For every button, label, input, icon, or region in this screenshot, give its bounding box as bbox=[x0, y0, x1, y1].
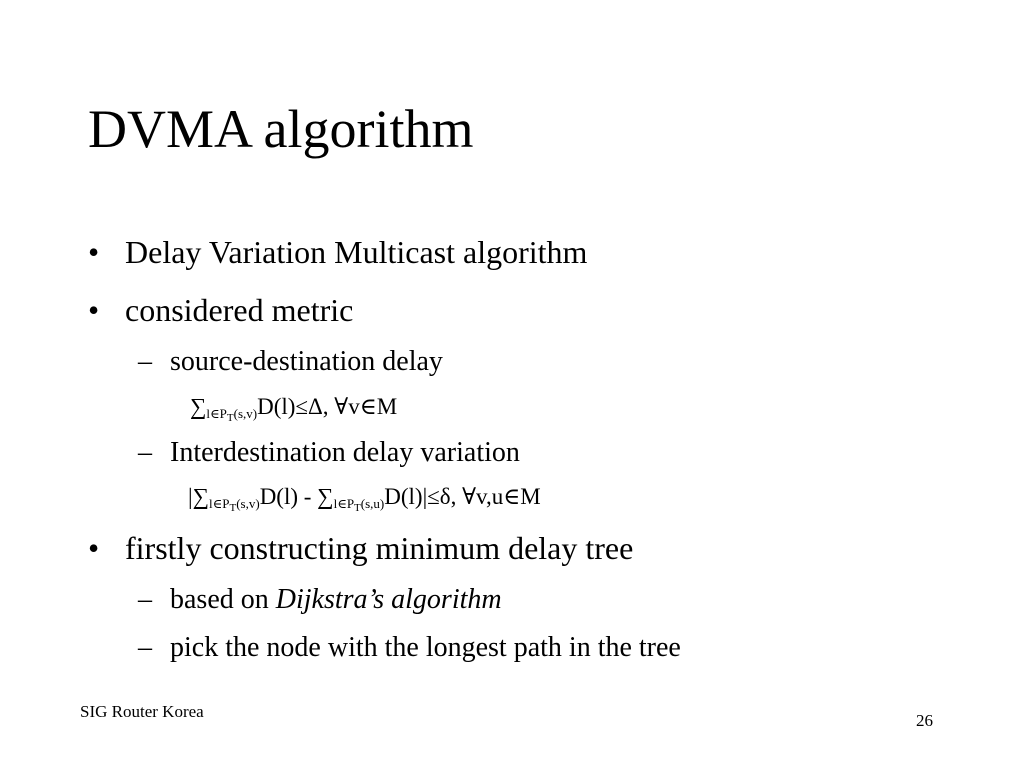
formula-interdestination: $|\sum_{l\in P_T(s,v)}D(l) - \sum_{l\in P_T(s,u)}D(l)|\le\delta$, ∀v,u∈M bbox=[188, 484, 541, 514]
bullet-marker: • bbox=[88, 292, 100, 328]
sum-symbol: ∑ bbox=[190, 394, 207, 419]
bullet-marker: • bbox=[88, 234, 100, 270]
sum-symbol: ∑ bbox=[317, 484, 334, 509]
formula-subscript: l∈PT(s,v) bbox=[206, 406, 258, 424]
slide-title: DVMA algorithm bbox=[88, 99, 474, 159]
sub-item-text: source-destination delay bbox=[170, 346, 443, 377]
bullet-marker: • bbox=[88, 530, 100, 566]
sub-item-text: based on Dijkstra’s algorithm bbox=[170, 584, 502, 615]
dash-marker: – bbox=[138, 632, 152, 663]
bullet-text: considered metric bbox=[125, 292, 354, 328]
dash-marker: – bbox=[138, 437, 152, 468]
dash-marker: – bbox=[138, 346, 152, 377]
sub-item-text: pick the node with the longest path in the tree bbox=[170, 632, 681, 663]
formula-source-destination bbox=[190, 394, 398, 424]
bullet-text: firstly constructing minimum delay tree bbox=[125, 530, 634, 566]
formula-rest: D(l)≤Δ, ∀v∈M bbox=[257, 394, 398, 419]
formula-subscript: l∈PT(s,u) bbox=[333, 496, 385, 514]
formula-subscript: l∈PT(s,v) bbox=[209, 496, 260, 514]
sum-symbol: ∑ bbox=[192, 484, 210, 509]
algorithm-name: Dijkstra’s algorithm bbox=[275, 584, 502, 615]
bullet-text: Delay Variation Multicast algorithm bbox=[125, 234, 588, 270]
dash-marker: – bbox=[138, 584, 152, 615]
footer-text: SIG Router Korea bbox=[80, 702, 204, 721]
page-number: 26 bbox=[916, 711, 933, 730]
sub-item-text: Interdestination delay variation bbox=[170, 437, 520, 468]
formula-rest: D(l)|≤δ, ∀v,u∈M bbox=[384, 484, 541, 509]
